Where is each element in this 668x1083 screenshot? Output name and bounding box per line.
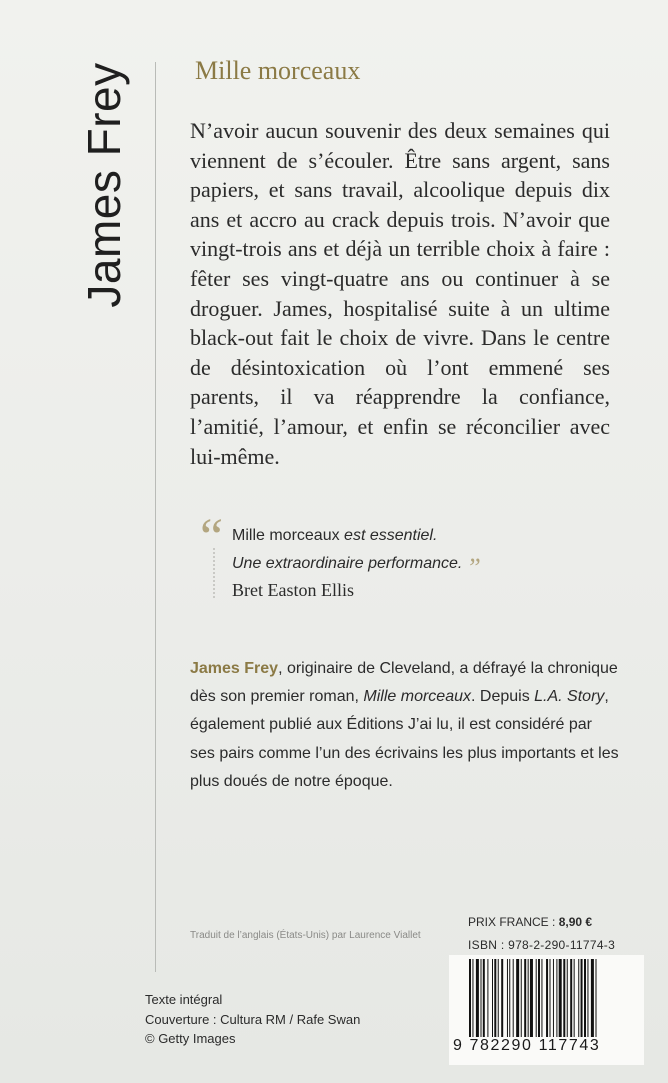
credits-line-3: © Getty Images [145, 1031, 236, 1046]
quote-line-1-rest: est essentiel. [339, 527, 438, 544]
bio-author-name: James Frey [190, 660, 279, 677]
quote-author: Bret Easton Ellis [232, 580, 354, 600]
author-bio [190, 655, 620, 796]
review-quote [232, 522, 481, 582]
close-quote-icon: ” [466, 553, 481, 582]
barcode-area [449, 955, 644, 1065]
cover-credits [145, 990, 360, 1049]
bio-book-2: L.A. Story [534, 688, 605, 706]
quote-line-1 [232, 522, 481, 550]
credits-line-2: Couverture : Cultura RM / Rafe Swan [145, 1011, 361, 1027]
quote-dotted-rule [213, 548, 217, 598]
price [468, 915, 592, 929]
price-label: PRIX FRANCE : [468, 915, 559, 929]
credits-line-1: Texte intégral [145, 992, 223, 1007]
bio-book-1: Mille morceaux [363, 688, 471, 706]
quote-line-2 [232, 550, 481, 582]
bio-part-3: , également publié aux Éditions J’ai lu, il est considéré par ses pairs comme l’un des écrivains les plus importants et les plus doués de notre époque. [190, 688, 619, 790]
vertical-divider [155, 62, 156, 972]
price-value: 8,90 € [558, 915, 593, 929]
author-name-vertical [64, 60, 144, 310]
isbn: ISBN : 978-2-290-11774-3 [468, 938, 616, 952]
open-quote-icon: “ [200, 509, 224, 566]
quote-line-2-text: Une extraordinaire performance. [232, 555, 463, 572]
book-title: Mille morceaux [195, 56, 361, 85]
author-name-text: James Frey [78, 62, 130, 308]
synopsis: N’avoir aucun souvenir des deux semaines qui viennent de s’écouler. Être sans argent, sans papiers, et sans travail, alcoolique depuis dix ans et accro au crack depuis trois. N’avoir que vingt-trois ans et déjà un terrible choix à faire : fêter ses vingt-quatre ans ou continuer à se droguer. James, hospitalisé suite à un ultime black-out fait le choix de vivre. Dans le centre de désintoxication où l’ont emmené ses parents, il va réapprendre la confiance, l’amitié, l’amour, et enfin se réconcilier avec lui-même. [190, 118, 610, 469]
bio-part-1: , originaire de Cleveland, a défrayé la chronique dès son premier roman, [190, 660, 618, 706]
bio-part-2: . Depuis [471, 688, 535, 706]
barcode-number: 9 782290 117743 [453, 1037, 601, 1054]
translation-credit: Traduit de l’anglais (États-Unis) par Laurence Viallet [190, 930, 421, 941]
quote-book-title: Mille morceaux [232, 527, 340, 544]
barcode-icon [469, 959, 637, 1037]
